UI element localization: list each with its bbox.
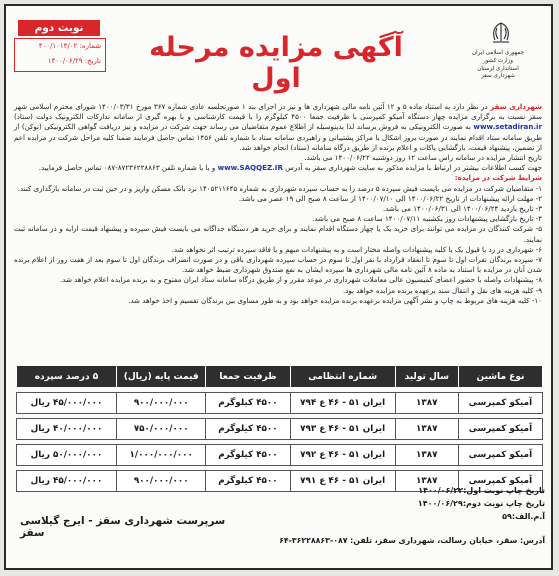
condition-item: ۲- مهلت ارائه پیشنهادات از تاریخ ۱۴۰۰/۰۶/۲۲ الی ۱۴۰۰/۰۷/۱۰ از ساعت ۸ صبح الی ۱۹ عصر می باشد. xyxy=(238,193,542,203)
condition-item: ۴- تاریخ بازگشایی پیشنهادات روز یکشنبه ۱۴۰۰/۰۷/۱۱ ساعت ۸ صبح می باشد. xyxy=(312,214,542,224)
table-cell: ۹۰۰/۰۰۰/۰۰۰ xyxy=(116,471,205,492)
table-cell: ۱۳۸۷ xyxy=(395,393,458,414)
conditions-title: شرایط شرکت در مزایده: xyxy=(454,173,542,183)
column-header: قیمت پایه (ریال) xyxy=(116,366,205,388)
notice-body xyxy=(14,102,542,306)
municipality-name: شهرداری سقز xyxy=(490,102,543,111)
signer: سرپرست شهرداری سقز - ایرج گیلاسی سقز xyxy=(20,515,226,539)
table-cell: ۱۳۸۷ xyxy=(395,471,458,492)
column-header: ۵ درصد سپرده xyxy=(17,366,117,388)
table-cell: ۱۳۸۷ xyxy=(395,419,458,440)
table-cell: ایران ۵۱ - ۴۶ ع ۷۹۴ xyxy=(290,393,395,414)
condition-item: ۷- سپرده برندگان نفرات اول تا سوم تا انعقاد قرارداد با نفر اول تا سوم در حساب سپرده شهرداری باقی و در صورت انصراف برندگان اول تا سوم بعد از هفت روز از اعلام برنده شدن آنان در مزایده با استناد به ماده ۸ آئین نامه مالی شهرداری ها سپرده ایشان به نفع صندوق شهرداری ضبط خواهد شد. xyxy=(14,255,542,275)
publish-date-paragraph: تاریخ انتشار مزایده در سامانه راس ساعت ۱۲ روز دوشنبه ۱۴۰۰/۰۶/۲۲ می باشد. xyxy=(304,153,542,163)
table-header-row xyxy=(17,366,543,388)
table-cell: ۴۵/۰۰۰/۰۰۰ ریال xyxy=(17,393,117,414)
notice-header xyxy=(6,6,551,100)
column-header: ظرفیت جمعا xyxy=(206,366,290,388)
organization-lines xyxy=(451,50,545,81)
first-print-date: تاریخ چاپ نوبت اول:۱۴۰۰/۰۶/۲۲ xyxy=(418,486,545,495)
info-text-continued: و یا با شماره تلفن ۸۷۲۳۶۲۲۸۸۶۳-۰۸۷ تماس حاصل فرمایید. xyxy=(38,163,218,173)
table-cell: ۴۰/۰۰۰/۰۰۰ ریال xyxy=(17,419,117,440)
info-text: جهت کسب اطلاعات بیشتر در ارتباط با مزایده مذکور به سایت شهرداری سقز به آدرس xyxy=(282,163,542,173)
table-row xyxy=(17,445,543,466)
table-cell: ۴۵۰۰ کیلوگرم xyxy=(206,419,290,440)
vehicles-table xyxy=(16,365,543,492)
column-header: شماره انتظامی xyxy=(290,366,395,388)
table-cell: ایران ۵۱ - ۴۶ ع ۷۹۳ xyxy=(290,419,395,440)
condition-item: ۸- پیشنهادات واصله با حضور اعضای کمیسیون عالی معاملات شهرداری در موعد مقرر و از طریق درگاه سامانه ستاد ایران مفتوح و به برنده مزایده اعلام خواهد شد. xyxy=(60,275,542,285)
table-cell: ایران ۵۱ - ۴۶ ع ۷۹۲ xyxy=(290,445,395,466)
table-cell: ۱/۰۰۰/۰۰۰/۰۰۰ xyxy=(116,445,205,466)
column-header: نوع ماشین xyxy=(458,366,542,388)
table-cell: ۴۵۰۰ کیلوگرم xyxy=(206,471,290,492)
column-header: سال تولید xyxy=(395,366,458,388)
notice-title: آگهی مزایده مرحله اول xyxy=(149,32,403,94)
condition-item: ۳- تاریخ بازدید ۱۴۰۰/۰۶/۲۴ الی ۱۴۰۰/۰۶/۳۱ می باشد. xyxy=(382,204,542,214)
table-cell: ایران ۵۱ - ۴۶ ع ۷۹۱ xyxy=(290,471,395,492)
intro-text-continued: به صورت الکترونیکی به فروش برساند لذا بدینوسیله از اطلاع عموم متقاضیان می رساند جهت شرکت در مزایده و نیز دریافت گواهی الکترونیکی (توکن) از طریق سامانه ستاد اقدام نمایند در صورت بروز اشکال با مراکز پشتیبانی و راهبردی سامانه ستاد با شماره تلفن ۱۴۵۶ تماس حاصل فرمایند ضمنا کلیه مراحل شرکت در مزایده اعم از تضمین، پیشنهاد قیمت، بازگشایی پاکات و اعلام برنده از طریق درگاه سامانه (ستاد) انجام خواهد شد. xyxy=(14,122,542,152)
org-line: شهرداری سقز xyxy=(481,73,515,80)
table-cell: آمیکو کمپرسی xyxy=(458,393,542,414)
ad-number: آ.م.الف:۵۹ xyxy=(502,512,545,521)
table-cell: ۴۵۰۰ کیلوگرم xyxy=(206,445,290,466)
table-cell: ۵۰/۰۰۰/۰۰۰ ریال xyxy=(17,445,117,466)
intro-paragraph xyxy=(14,102,542,153)
saqqez-link[interactable]: www.SAQQEZ.IR xyxy=(217,163,283,173)
condition-item: ۹- کلیه هزینه های نقل و انتقال سند برعهده برنده مزایده خواهد بود. xyxy=(342,285,542,295)
reference-number: شماره: ۴۰۰/۱۰۱۴/۰۲ xyxy=(38,42,101,50)
table-cell: آمیکو کمپرسی xyxy=(458,419,542,440)
auction-notice xyxy=(4,4,553,570)
table-row xyxy=(17,393,543,414)
condition-item: ۱۰- کلیه هزینه های مربوط به چاپ و نشر آگهی مزایده برعهده برنده مزایده خواهد بود و به طور مساوی بین برندگان تقسیم و اخذ خواهد شد. xyxy=(128,295,542,305)
reference-date: تاریخ: ۱۴۰۰/۰۶/۲۹ xyxy=(47,57,101,65)
table-cell: ۴۵۰۰ کیلوگرم xyxy=(206,393,290,414)
turn-badge: نوبت دوم xyxy=(18,20,100,36)
address: آدرس: سقز، خیابان رسالت، شهرداری سقز، تلفن: ۰۸۷-۳۶۲۲۸۸۶۳-۶۴ xyxy=(279,536,545,545)
second-print-date: تاریخ چاپ نوبت دوم:۱۴۰۰/۰۶/۲۹ xyxy=(417,499,545,508)
info-paragraph xyxy=(14,163,542,173)
reference-box xyxy=(14,38,106,72)
table-cell: آمیکو کمپرسی xyxy=(458,471,542,492)
condition-item: ۵- شرکت کنندگان در مزایده می توانند برای خرید یک یا چهار دستگاه اقدام نمایند و برای خرید هر دستگاه جداگانه می بایست فیش سپرده و پیشنهاد قیمت ارایه و در سامانه ثبت نمایند. xyxy=(14,224,542,244)
setad-link[interactable]: www.setadiran.ir xyxy=(473,122,542,132)
table-cell: ۹۰۰/۰۰۰/۰۰۰ xyxy=(116,393,205,414)
table-row xyxy=(17,419,543,440)
condition-item: ۱- متقاضیان شرکت در مزایده می بایست فیش سپرده ۵ درصد را به حساب سپرده شهرداری به شماره ۱۴۰۵۲۱۱۶۴۵ نزد بانک مسکن واریز و در حین ثبت در سامانه بارگذاری کنند. xyxy=(17,183,542,193)
table-cell: ۷۵۰/۰۰۰/۰۰۰ xyxy=(116,419,205,440)
condition-item: ۶- شهرداری در رد یا قبول یک یا کلیه پیشنهادات واصله مختار است و به پیشنهادات مبهم و یا فاقد سپرده ترتیب اثر نخواهد شد. xyxy=(171,244,542,254)
org-line: استانداری لرستان xyxy=(477,65,519,72)
table-cell: ۴۵/۰۰۰/۰۰۰ ریال xyxy=(17,471,117,492)
table-cell: ۱۳۸۷ xyxy=(395,445,458,466)
iran-emblem-icon xyxy=(481,20,521,46)
table-cell: آمیکو کمپرسی xyxy=(458,445,542,466)
intro-text: در نظر دارد به استناد ماده ۵ و ۱۲ آئین نامه مالی شهرداری ها و نیز در اجرای بند ۱ صورتجلسه عادی شماره ۳۶۷ مورخ ۱۴۰۰/۰۳/۳۱ شورای محترم اسلامی شهر سقز نسبت به برگزاری مزایده چهار دستگاه آمیکو کمپرسی با ظرفیت جمعا ۴۵۰۰ کیلوگرم را با قیمت کارشناسی و با بهره گیری از سامانه تدارکات الکترونیک دولت (ستاد) xyxy=(14,102,542,122)
org-line: وزارت کشور xyxy=(483,57,513,64)
publication-dates xyxy=(345,484,545,523)
org-line: جمهوری اسلامی ایران xyxy=(472,50,524,56)
